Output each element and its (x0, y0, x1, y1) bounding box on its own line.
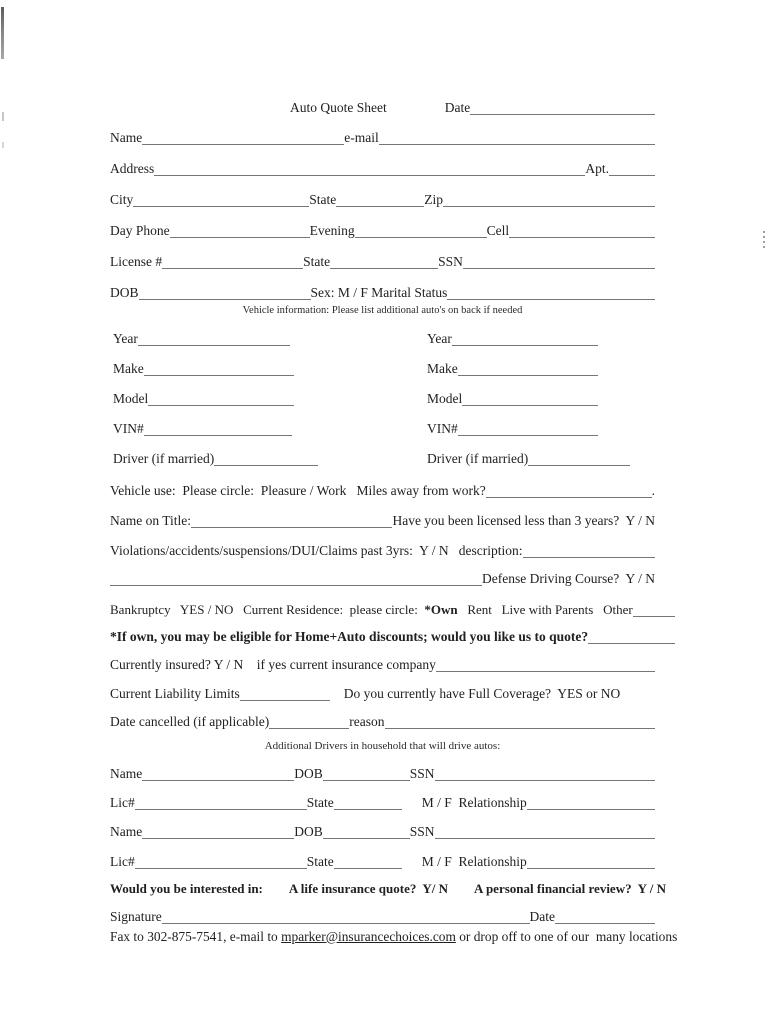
driver-state-label: State (306, 853, 334, 869)
address-label: Address (110, 160, 155, 176)
make-label: Make (113, 360, 144, 376)
email-blank-line (379, 141, 655, 145)
driver-name-blank-line (142, 835, 294, 839)
home-auto-quote-blank-line (588, 640, 675, 644)
driver-ssn-blank-line (435, 835, 655, 839)
licensed-question: Have you been licensed less than 3 years? Y / N (392, 512, 655, 528)
driver-relationship-blank-line (527, 865, 655, 869)
vehicle-column-1 (113, 316, 318, 466)
apt-label: Apt. (585, 160, 609, 176)
violations-row (110, 539, 655, 558)
full-coverage-question: Do you currently have Full Coverage? YES or NO (343, 685, 621, 701)
driver1-name-row (110, 762, 655, 781)
date-cancelled-row (110, 710, 655, 729)
driver1-lic-row (110, 791, 655, 810)
driver2-name-row (110, 820, 655, 839)
license-row (110, 250, 655, 269)
vin-label: VIN# (427, 420, 458, 436)
name-on-title-row (110, 509, 655, 528)
scan-artifact (2, 142, 4, 148)
driver-label: Driver (if married) (427, 450, 529, 466)
driver-blank-line (214, 462, 318, 466)
reason-blank-line (385, 725, 655, 729)
driver-ssn-blank-line (435, 777, 655, 781)
vehicle1-model-row (113, 376, 318, 406)
driver-ssn-label: SSN (409, 765, 435, 781)
driver-name-blank-line (142, 777, 294, 781)
city-blank-line (133, 203, 309, 207)
vehicle2-make-row (427, 346, 630, 376)
other-blank-line (633, 613, 675, 617)
vehicle1-driver-row (113, 436, 318, 466)
year-label: Year (113, 330, 138, 346)
marital-blank-line (447, 296, 655, 300)
fax-footer-row (110, 925, 678, 944)
life-insurance-question: A life insurance quote? Y/ N (288, 881, 449, 897)
model-blank-line (462, 402, 598, 406)
day-phone-label: Day Phone (110, 222, 170, 238)
ssn-blank-line (463, 265, 655, 269)
date-cancelled-label: Date cancelled (if applicable) (110, 713, 270, 729)
liability-blank-line (240, 697, 330, 701)
name-on-title-label: Name on Title: (110, 512, 192, 528)
day-phone-blank-line (170, 234, 310, 238)
name-label: Name (110, 129, 143, 145)
license-label: License # (110, 253, 163, 269)
driver-lic-label: Lic# (110, 794, 135, 810)
scan-artifact (2, 112, 4, 121)
driver-dob-label: DOB (294, 765, 323, 781)
dob-label: DOB (110, 284, 139, 300)
name-on-title-blank-line (191, 524, 392, 528)
vehicle2-model-row (427, 376, 630, 406)
driver-dob-blank-line (323, 777, 410, 781)
date-label: Date (444, 99, 471, 115)
driver-state-label: State (306, 794, 334, 810)
dob-blank-line (139, 296, 311, 300)
sex-marital-label: Sex: M / F Marital Status (310, 284, 448, 300)
liability-label: Current Liability Limits (110, 685, 240, 701)
driver-mf-relationship-label: M / F Relationship (421, 794, 527, 810)
zip-blank-line (443, 203, 655, 207)
currently-insured-label: Currently insured? Y / N if yes current insurance company (110, 656, 436, 672)
name-row (110, 126, 655, 145)
driver-mf-relationship-label: M / F Relationship (421, 853, 527, 869)
make-label: Make (427, 360, 458, 376)
make-blank-line (458, 372, 598, 376)
signature-date-blank-line (555, 920, 655, 924)
driver-relationship-blank-line (527, 806, 655, 810)
vehicle1-year-row (113, 316, 318, 346)
page-title: Auto Quote Sheet (290, 99, 387, 115)
bankruptcy-label: Bankruptcy YES / NO Current Residence: please circle: (110, 602, 425, 618)
name-blank-line (142, 141, 344, 145)
currently-insured-row (110, 653, 655, 672)
evening-blank-line (355, 234, 487, 238)
vin-blank-line (458, 432, 598, 436)
city-row (110, 188, 655, 207)
address-row (110, 157, 655, 176)
model-label: Model (427, 390, 463, 406)
model-blank-line (148, 402, 294, 406)
financial-review-question: A personal financial review? Y / N (474, 881, 667, 897)
dropoff-instructions: or drop off to one of our many locations (455, 928, 678, 944)
cell-label: Cell (486, 222, 510, 238)
interest-row (110, 877, 667, 897)
driver-state-blank-line (334, 806, 402, 810)
driver2-lic-row (110, 850, 655, 869)
year-label: Year (427, 330, 452, 346)
reason-label: reason (349, 713, 385, 729)
license-blank-line (162, 265, 303, 269)
insurance-company-blank-line (436, 668, 655, 672)
defense-question: Defense Driving Course? Y / N (482, 570, 655, 586)
cell-blank-line (509, 234, 655, 238)
vehicle2-vin-row (427, 406, 630, 436)
vehicle1-vin-row (113, 406, 318, 436)
signature-blank-line (162, 920, 530, 924)
driver-name-label: Name (110, 765, 143, 781)
driver-blank-line (528, 462, 630, 466)
driver-ssn-label: SSN (409, 823, 435, 839)
state-label: State (309, 191, 337, 207)
email-address-link: mparker@insurancechoices.com (281, 928, 456, 944)
year-blank-line (452, 342, 598, 346)
license-state-blank-line (330, 265, 438, 269)
evening-label: Evening (309, 222, 355, 238)
signature-row (110, 905, 655, 924)
home-auto-quote-row (110, 625, 675, 644)
date-cancelled-blank-line (269, 725, 349, 729)
driver-lic-label: Lic# (110, 853, 135, 869)
period-mark: . (651, 482, 655, 498)
own-option: *Own (424, 602, 458, 618)
home-auto-quote-label: *If own, you may be eligible for Home+Auto discounts; would you like us to quote? (110, 628, 589, 644)
ssn-label: SSN (438, 253, 463, 269)
driver-state-blank-line (334, 865, 402, 869)
make-blank-line (144, 372, 294, 376)
vehicle-use-label: Vehicle use: Please circle: Pleasure / Work Miles away from work? (110, 482, 486, 498)
vehicle-use-row (110, 479, 655, 498)
scan-artifact (1, 7, 4, 59)
violations-label: Violations/accidents/suspensions/DUI/Claims past 3yrs: Y / N description: (110, 542, 523, 558)
email-label: e-mail (344, 129, 379, 145)
miles-blank-line (486, 494, 652, 498)
phone-row (110, 219, 655, 238)
bankruptcy-row (110, 598, 675, 617)
model-label: Model (113, 390, 149, 406)
vehicle2-driver-row (427, 436, 630, 466)
driver-label: Driver (if married) (113, 450, 215, 466)
defense-driving-row (110, 567, 655, 586)
year-blank-line (138, 342, 290, 346)
signature-label: Signature (110, 908, 162, 924)
liability-row (110, 682, 655, 701)
residence-options: Rent Live with Parents Other (457, 602, 633, 618)
fax-instructions: Fax to 302-875-7541, e-mail to (110, 928, 282, 944)
description-continued-blank-line (110, 582, 482, 586)
header-row (110, 96, 655, 115)
driver-dob-blank-line (323, 835, 410, 839)
address-blank-line (154, 172, 585, 176)
state-blank-line (336, 203, 424, 207)
scan-artifact (763, 231, 765, 249)
interest-prompt: Would you be interested in: (110, 881, 263, 897)
city-label: City (110, 191, 134, 207)
vehicle1-make-row (113, 346, 318, 376)
driver-dob-label: DOB (294, 823, 323, 839)
driver-lic-blank-line (135, 806, 307, 810)
vehicle2-year-row (427, 316, 630, 346)
vehicle-info-note: Vehicle information: Please list additional auto's on back if needed (242, 305, 523, 316)
date-blank-line (470, 111, 655, 115)
additional-drivers-heading: Additional Drivers in household that will drive autos: (264, 740, 501, 752)
dob-row (110, 281, 655, 300)
vin-label: VIN# (113, 420, 144, 436)
zip-label: Zip (424, 191, 444, 207)
apt-blank-line (609, 172, 655, 176)
vin-blank-line (144, 432, 292, 436)
driver-lic-blank-line (135, 865, 307, 869)
description-blank-line (523, 554, 655, 558)
license-state-label: State (303, 253, 331, 269)
vehicle-column-2 (427, 316, 630, 466)
signature-date-label: Date (529, 908, 555, 924)
driver-name-label: Name (110, 823, 143, 839)
